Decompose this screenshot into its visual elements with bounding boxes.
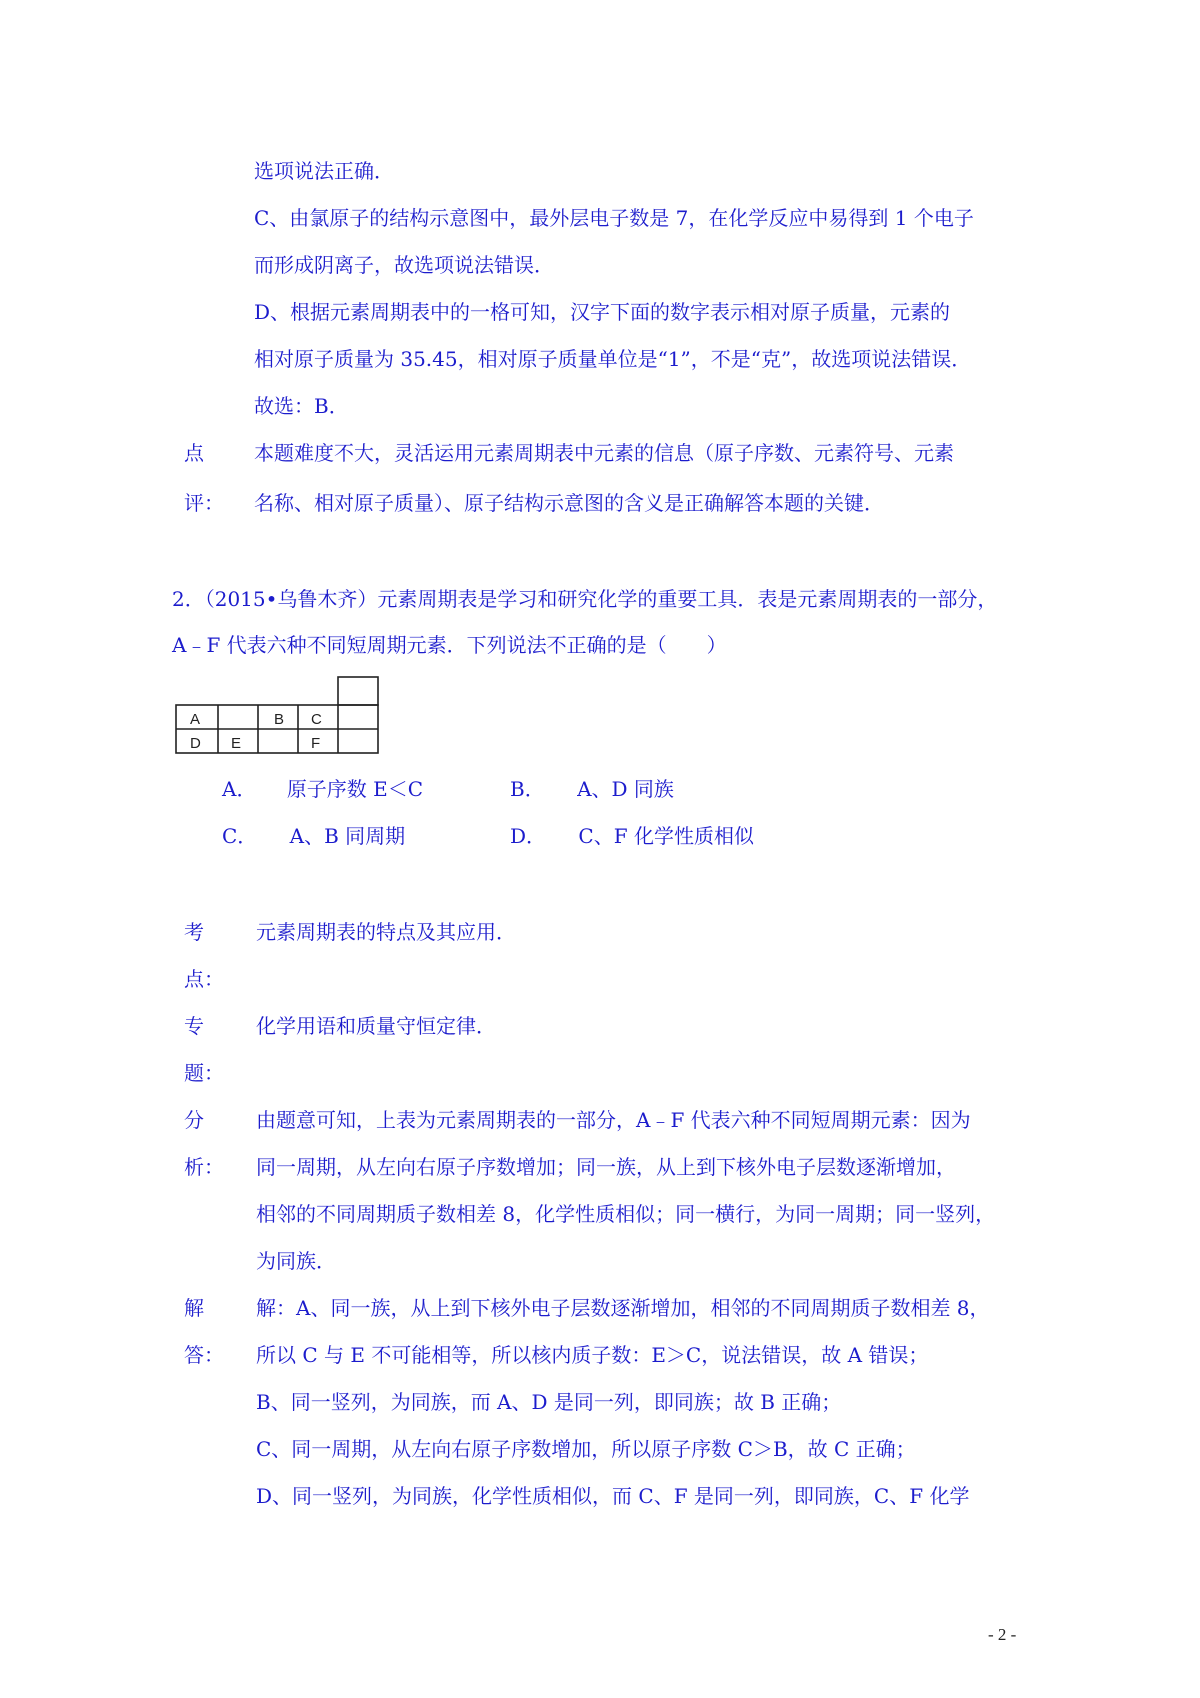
fenxi-label: 析： bbox=[184, 1155, 224, 1179]
option-key: D． bbox=[510, 824, 547, 848]
option-key: C． bbox=[222, 824, 258, 848]
cell-b: B bbox=[274, 711, 285, 728]
jieda-text: 解：A、同一族，从上到下核外电子层数逐渐增加，相邻的不同周期质子数相差 8， bbox=[256, 1296, 990, 1320]
text-line: 选项说法正确． bbox=[254, 159, 394, 183]
zhuanti-text: 化学用语和质量守恒定律． bbox=[256, 1014, 496, 1038]
cell-a: A bbox=[190, 711, 201, 728]
comment-text: 本题难度不大，灵活运用元素周期表中元素的信息（原子序数、元素符号、元素 bbox=[254, 441, 954, 465]
text-line: 故选：B． bbox=[254, 394, 349, 418]
zhuanti-label: 专 bbox=[184, 1014, 204, 1038]
jieda-text: D、同一竖列，为同族，化学性质相似，而 C、F 是同一列，即同族，C、F 化学 bbox=[256, 1484, 970, 1508]
comment-text: 名称、相对原子质量）、原子结构示意图的含义是正确解答本题的关键． bbox=[254, 491, 884, 515]
zhuanti-label: 题： bbox=[184, 1061, 224, 1085]
cell-d: D bbox=[190, 735, 201, 752]
fenxi-text: 为同族． bbox=[256, 1249, 336, 1273]
cell-c: C bbox=[311, 711, 322, 728]
comment-label: 点 bbox=[184, 441, 204, 465]
kaodian-label: 考 bbox=[184, 920, 204, 944]
fenxi-text: 相邻的不同周期质子数相差 8，化学性质相似；同一横行，为同一周期；同一竖列， bbox=[256, 1202, 996, 1226]
question-stem: A﹣F 代表六种不同短周期元素．下列说法不正确的是（ ） bbox=[172, 633, 727, 657]
periodic-table-fragment bbox=[174, 675, 380, 757]
text-line: 而形成阴离子，故选项说法错误． bbox=[254, 253, 554, 277]
option-text: C、F 化学性质相似 bbox=[578, 824, 754, 848]
kaodian-label: 点： bbox=[184, 967, 224, 991]
option-b bbox=[510, 776, 674, 802]
jieda-text: 所以 C 与 E 不可能相等，所以核内质子数：E＞C，说法错误，故 A 错误； bbox=[256, 1343, 929, 1367]
fenxi-text: 同一周期，从左向右原子序数增加；同一族，从上到下核外电子层数逐渐增加， bbox=[256, 1155, 956, 1179]
text-line: C、由氯原子的结构示意图中，最外层电子数是 7，在化学反应中易得到 1 个电子 bbox=[254, 206, 974, 230]
option-key: A． bbox=[222, 777, 257, 801]
option-d bbox=[510, 823, 754, 849]
cell-e: E bbox=[231, 735, 242, 752]
page-number: - 2 - bbox=[988, 1625, 1017, 1644]
option-a bbox=[222, 776, 423, 802]
fenxi-label: 分 bbox=[184, 1108, 204, 1132]
option-text: 原子序数 E＜C bbox=[286, 777, 424, 801]
comment-label: 评： bbox=[184, 491, 224, 515]
jieda-text: C、同一周期，从左向右原子序数增加，所以原子序数 C＞B，故 C 正确； bbox=[256, 1437, 916, 1461]
text-line: D、根据元素周期表中的一格可知，汉字下面的数字表示相对原子质量，元素的 bbox=[254, 300, 951, 324]
option-c bbox=[222, 823, 405, 849]
fenxi-text: 由题意可知，上表为元素周期表的一部分，A﹣F 代表六种不同短周期元素：因为 bbox=[256, 1108, 971, 1132]
option-text: A、B 同周期 bbox=[289, 824, 406, 848]
text-line: 相对原子质量为 35.45，相对原子质量单位是“1”，不是“克”，故选项说法错误． bbox=[254, 347, 972, 371]
option-text: A、D 同族 bbox=[577, 777, 674, 801]
question-stem: 2．（2015•乌鲁木齐）元素周期表是学习和研究化学的重要工具．表是元素周期表的一部分， bbox=[172, 587, 998, 611]
jieda-text: B、同一竖列，为同族，而 A、D 是同一列，即同族；故 B 正确； bbox=[256, 1390, 842, 1414]
jieda-label: 答： bbox=[184, 1343, 224, 1367]
kaodian-text: 元素周期表的特点及其应用． bbox=[256, 920, 516, 944]
jieda-label: 解 bbox=[184, 1296, 204, 1320]
cell-f: F bbox=[311, 735, 321, 752]
option-key: B． bbox=[510, 777, 545, 801]
